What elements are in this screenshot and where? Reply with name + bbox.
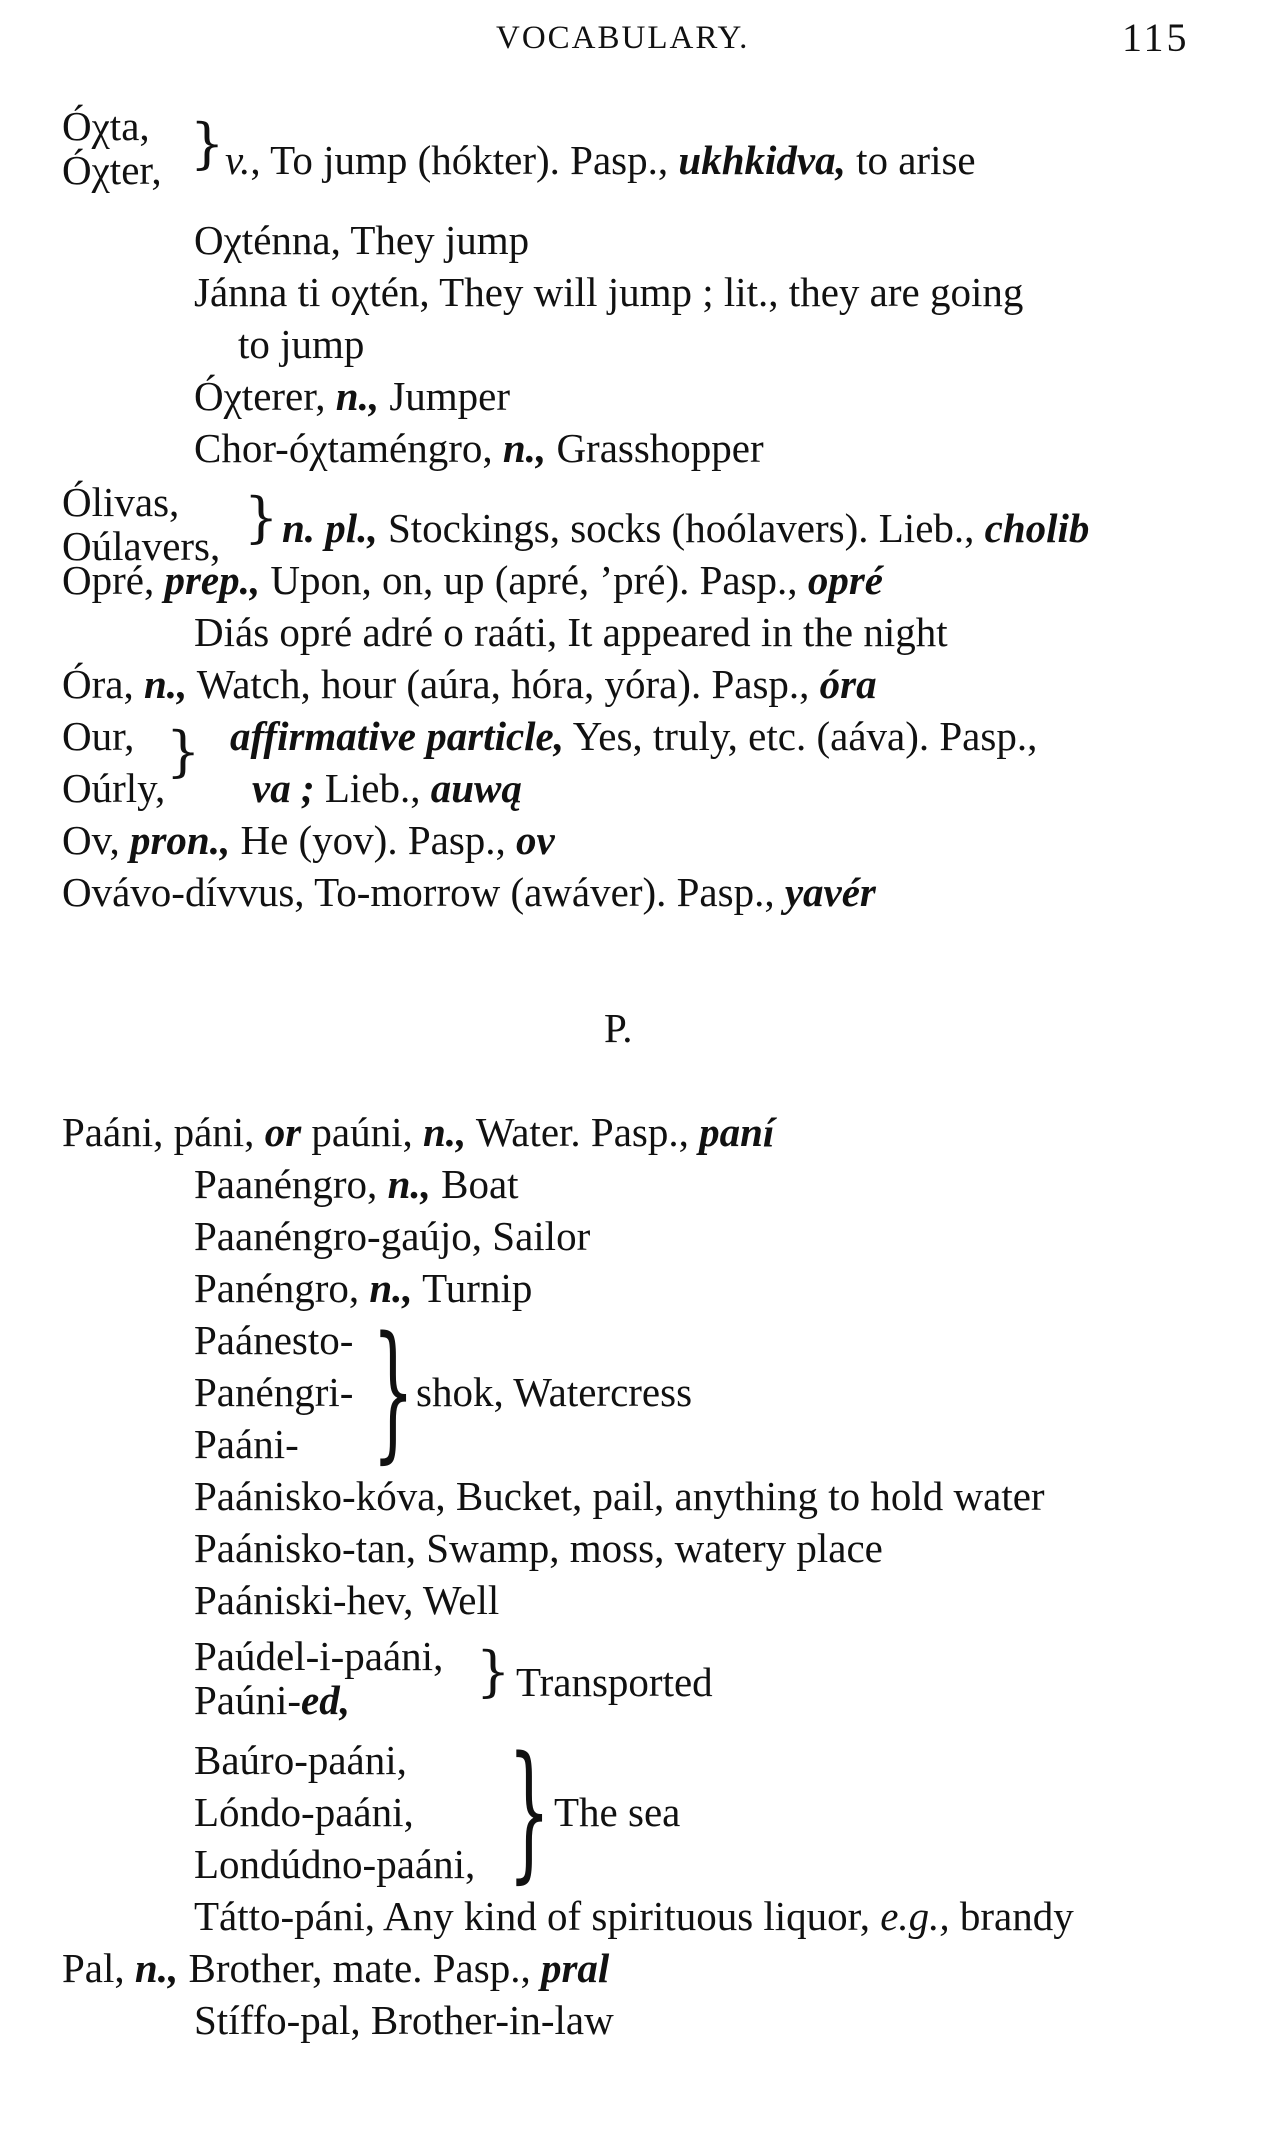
headword: Ólivas,: [62, 479, 180, 525]
brace-icon: }: [372, 1305, 415, 1477]
subentry: Panéngro, n., Turnip: [194, 1265, 533, 1311]
brace-icon: }: [166, 720, 201, 783]
compound-form: Londúdno-paáni,: [194, 1841, 476, 1887]
subentry: Óχterer, n., Jumper: [194, 373, 511, 419]
entry-pal: Pal, n., Brother, mate. Pasp., pral: [62, 1945, 610, 1991]
subentry: Oχténna, They jump: [194, 217, 530, 263]
subentry-continuation: to jump: [238, 321, 365, 367]
brace-icon: }: [476, 1640, 511, 1703]
subentry: Tátto-páni, Any kind of spirituous liquor, e.g., brandy: [194, 1893, 1074, 1939]
page-number: 115: [1122, 15, 1190, 60]
compound-form: Paúdel-i-paáni,: [194, 1633, 444, 1679]
brace-icon: }: [190, 112, 225, 175]
entry-ora: Óra, n., Watch, hour (aúra, hóra, yóra). Pasp., óra: [62, 661, 877, 707]
entry-ov: Ov, pron., He (yov). Pasp., ov: [62, 817, 555, 863]
subentry: Paániski-hev, Well: [194, 1577, 500, 1623]
compound-definition: shok, Watercress: [416, 1369, 693, 1415]
headword: Oúrly,: [62, 765, 166, 811]
entry-paani: Paáni, páni, or paúni, n., Water. Pasp., paní: [62, 1109, 775, 1155]
transported-forms: [194, 1634, 443, 1722]
entry-olivas-definition: n. pl., Stockings, socks (hoólavers). Lieb., cholib: [282, 505, 1090, 551]
subentry: Paánisko-kóva, Bucket, pail, anything to hold water: [194, 1473, 1045, 1519]
entry-oxta-definition: v., To jump (hókter). Pasp., ukhkidva, to arise: [225, 137, 976, 183]
headword: Óχter,: [62, 147, 162, 193]
subentry: Paanéngro-gaújo, Sailor: [194, 1213, 591, 1259]
headword: Óχta,: [62, 103, 150, 149]
subentry: Jánna ti oχtén, They will jump ; lit., they are going: [194, 269, 1024, 315]
compound-prefix: Panéngri-: [194, 1369, 354, 1415]
subentry: Paánisko-tan, Swamp, moss, watery place: [194, 1525, 883, 1571]
subentry: Stíffo-pal, Brother-in-law: [194, 1997, 614, 2043]
compound-prefix: Paánesto-: [194, 1317, 354, 1363]
compound-form: Baúro-paáni,: [194, 1737, 407, 1783]
brace-icon: }: [508, 1725, 551, 1897]
subentry: Diás opré adré o raáti, It appeared in the night: [194, 609, 948, 655]
brace-icon: }: [244, 486, 279, 549]
compound-definition: The sea: [554, 1789, 681, 1835]
compound-definition: Transported: [516, 1659, 713, 1705]
compound-form: Lóndo-paáni,: [194, 1789, 414, 1835]
running-head: VOCABULARY.: [496, 20, 750, 56]
entry-opre: Opré, prep., Upon, on, up (apré, ’pré). Pasp., opré: [62, 557, 883, 603]
section-heading: P.: [604, 1005, 633, 1051]
headword: Our,: [62, 713, 135, 759]
subentry: Chor-óχtaméngro, n., Grasshopper: [194, 425, 764, 471]
entry-our-definition-continued: va ; Lieb., auwą: [252, 765, 522, 811]
entry-ovavo: Ovávo-dívvus, To-morrow (awáver). Pasp., yavér: [62, 869, 876, 915]
entry-our-definition: affirmative particle, Yes, truly, etc. (aáva). Pasp.,: [230, 713, 1038, 759]
subentry: Paanéngro, n., Boat: [194, 1161, 519, 1207]
compound-prefix: Paáni-: [194, 1421, 299, 1467]
headword: Oúlavers,: [62, 523, 221, 569]
entry-oxta-headwords: [62, 104, 162, 192]
compound-form: Paúni-ed,: [194, 1677, 350, 1723]
